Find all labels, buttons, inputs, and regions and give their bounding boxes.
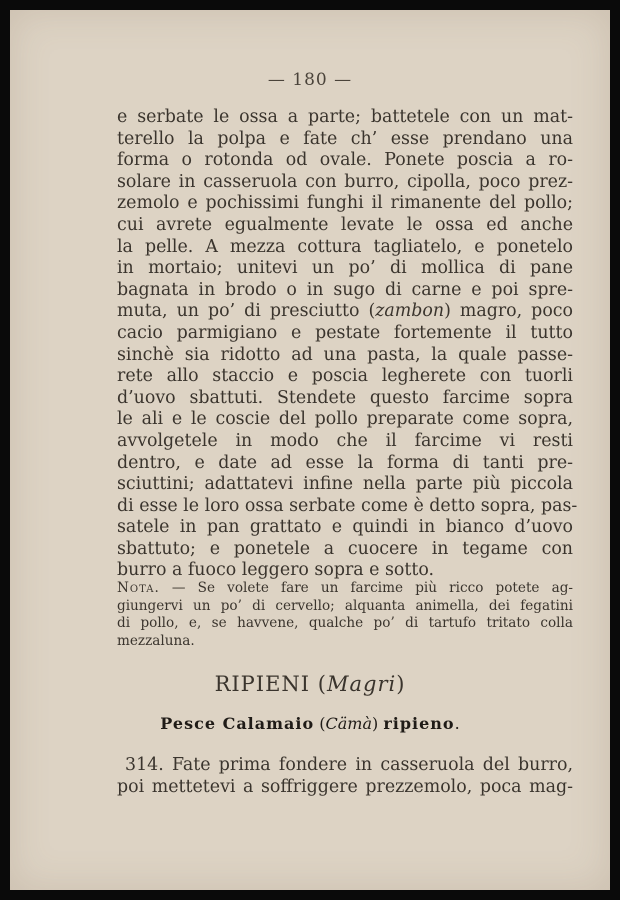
note-line: Nota. — Se volete fare un farcime più ricco potete ag- bbox=[117, 580, 573, 596]
text-line: sbattuto; e ponetele a cuocere in tegame con bbox=[117, 538, 573, 559]
text-line: e serbate le ossa a parte; battetele con un mat- bbox=[117, 107, 573, 127]
section-heading-italic: Magri bbox=[326, 672, 397, 696]
text-line: dentro, e date ad esse la forma di tanti pre- bbox=[117, 452, 573, 473]
text-line: d’uovo sbattuti. Stendete questo farcime sopra bbox=[117, 387, 573, 408]
page-number: — 180 — bbox=[267, 70, 353, 90]
text-line: zemolo e pochissimi funghi il rimanente del pollo; bbox=[117, 193, 573, 214]
text-line: sciuttini; adattatevi infine nella parte più piccola bbox=[117, 474, 573, 495]
text-line: satele in pan grattato e quindi in bianco d’uovo bbox=[117, 517, 573, 538]
note-line: mezzaluna. bbox=[117, 632, 195, 649]
text-line: poi mettetevi a soffriggere prezzemolo, poca mag- bbox=[117, 776, 573, 797]
text-line: solare in casseruola con burro, cipolla, poco prez- bbox=[117, 171, 573, 192]
text-line: burro a fuoco leggero sopra e sotto. bbox=[117, 560, 435, 581]
main-paragraph bbox=[117, 107, 578, 582]
note-label: Nota. bbox=[117, 580, 160, 596]
text-line: in mortaio; unitevi un po’ di mollica di pane bbox=[117, 258, 573, 279]
text-line: le ali e le coscie del pollo preparate come sopra, bbox=[117, 409, 573, 430]
text-line: muta, un po’ di presciutto (zambon) magro, poco bbox=[117, 301, 573, 322]
note-paragraph bbox=[117, 580, 573, 650]
text-line: 314. Fate prima fondere in casseruola del burro, bbox=[125, 755, 573, 775]
text-line: avvolgetele in modo che il farcime vi resti bbox=[117, 430, 573, 451]
recipe-title: Pesce Calamaio (Cämà) ripieno. bbox=[160, 714, 460, 733]
recipe-paragraph bbox=[117, 755, 573, 798]
note-line: giungervi un po’ di cervello; alquanta animella, dei fegatini bbox=[117, 597, 573, 614]
text-line: cacio parmigiano e pestate fortemente il tutto bbox=[117, 322, 573, 343]
text-line: forma o rotonda od ovale. Ponete poscia a ro- bbox=[117, 150, 573, 171]
text-line: rete allo staccio e poscia legherete con tuorli bbox=[117, 366, 573, 387]
italic-term: zambon bbox=[375, 301, 445, 322]
text-line: terello la polpa e fate ch’ esse prendano una bbox=[117, 128, 573, 149]
text-line: cui avrete egualmente levate le ossa ed anche bbox=[117, 214, 573, 235]
book-page bbox=[10, 10, 610, 890]
note-line: di pollo, e, se havvene, qualche po’ di tartufo tritato colla bbox=[117, 615, 573, 631]
text-line: di esse le loro ossa serbate come è detto sopra, pas- bbox=[117, 495, 578, 516]
text-line: bagnata in brodo o in sugo di carne e poi spre- bbox=[117, 279, 573, 300]
text-line: la pelle. A mezza cottura tagliatelo, e ponetelo bbox=[117, 236, 573, 257]
text-line: sinchè sia ridotto ad una pasta, la quale passe- bbox=[117, 344, 573, 365]
section-heading: RIPIENI (Magri) bbox=[214, 672, 406, 696]
